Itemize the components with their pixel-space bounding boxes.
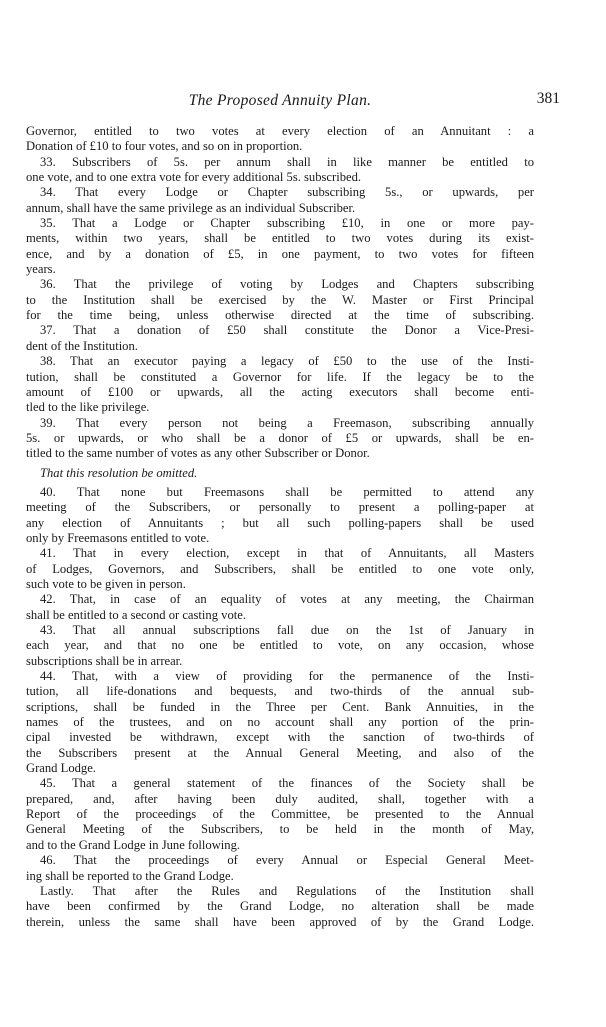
page-number: 381 xyxy=(536,90,560,107)
text-line: titled to the same number of votes as any other Subscriber or Donor. xyxy=(26,446,370,461)
body-text xyxy=(26,124,534,930)
text-line: 45. That a general statement of the finances of the Society shall be xyxy=(40,776,534,791)
text-line: 37. That a donation of £50 shall constitute the Donor a Vice-Presi- xyxy=(40,323,534,338)
text-line: subscriptions shall be in arrear. xyxy=(26,653,183,668)
text-line: prepared, and, after having been duly audited, shall, together with a xyxy=(26,791,534,806)
text-line: 33. Subscribers of 5s. per annum shall in like manner be entitled to xyxy=(40,154,534,169)
text-line: 46. That the proceedings of every Annual or Especial General Meet- xyxy=(40,853,534,868)
text-line: years. xyxy=(26,262,56,277)
text-line: General Meeting of the Subscribers, to be held in the month of May, xyxy=(26,822,534,837)
text-line: Governor, entitled to two votes at every election of an Annuitant : a xyxy=(26,124,534,138)
text-line: therein, unless the same shall have been approved of by the Grand Lodge. xyxy=(26,914,534,929)
text-line: 44. That, with a view of providing for the permanence of the Insti- xyxy=(40,669,534,684)
text-line: cipal invested be withdrawn, except with the sanction of two-thirds of xyxy=(26,730,534,745)
text-line: names of the trustees, and on no account shall any portion of the prin- xyxy=(26,715,534,730)
text-line: annum, shall have the same privilege as an individual Subscriber. xyxy=(26,200,356,215)
text-line: any election of Annuitants ; but all such polling-papers shall be used xyxy=(26,515,534,530)
text-line: 5s. or upwards, or who shall be a donor of £5 or upwards, shall be en- xyxy=(26,430,534,445)
text-line: tled to the like privilege. xyxy=(26,400,150,415)
text-line: That this resolution be omitted. xyxy=(40,465,198,480)
text-line: ence, and by a donation of £5, in one payment, to two votes for fifteen xyxy=(26,246,534,261)
text-line: Grand Lodge. xyxy=(26,761,96,776)
text-line: meeting of the Subscribers, or personally to present a polling-paper at xyxy=(26,500,534,515)
text-line: amount of £100 or upwards, all the acting executors shall become enti- xyxy=(26,384,534,399)
text-line: 35. That a Lodge or Chapter subscribing £10, in one or more pay- xyxy=(40,216,534,231)
text-line: Donation of £10 to four votes, and so on in proportion. xyxy=(26,139,303,154)
text-line: 36. That the privilege of voting by Lodges and Chapters subscribing xyxy=(40,277,534,292)
text-line: shall be entitled to a second or casting vote. xyxy=(26,607,246,622)
text-line: scriptions, shall be funded in the Three per Cent. Bank Annuities, in the xyxy=(26,699,534,714)
text-line: the Subscribers present at the Annual General Meeting, and also of the xyxy=(26,745,534,760)
text-line: ing shall be reported to the Grand Lodge. xyxy=(26,868,234,883)
running-title: The Proposed Annuity Plan. xyxy=(188,92,372,109)
text-line: ments, within two years, shall be entitled to two votes during its exist- xyxy=(26,231,534,246)
page-header xyxy=(26,90,560,110)
text-line: only by Freemasons entitled to vote. xyxy=(26,530,210,545)
text-line: have been confirmed by the Grand Lodge, no alteration shall be made xyxy=(26,899,534,914)
text-line: each year, and that no one be entitled to vote, on any occasion, whose xyxy=(26,638,534,653)
text-line: 39. That every person not being a Freemason, subscribing annually xyxy=(40,415,534,430)
text-line: 41. That in every election, except in that of Annuitants, all Masters xyxy=(40,546,534,561)
text-line: 40. That none but Freemasons shall be permitted to attend any xyxy=(40,484,534,499)
text-line: 38. That an executor paying a legacy of £50 to the use of the Insti- xyxy=(40,354,534,369)
text-line: such vote to be given in person. xyxy=(26,576,186,591)
text-line: to the Institution shall be exercised by the W. Master or First Principal xyxy=(26,292,534,307)
text-line: one vote, and to one extra vote for every additional 5s. subscribed. xyxy=(26,170,362,185)
text-line: 34. That every Lodge or Chapter subscribing 5s., or upwards, per xyxy=(40,185,534,200)
text-line: dent of the Institution. xyxy=(26,338,138,353)
text-line: of Lodges, Governors, and Subscribers, shall be entitled to one vote only, xyxy=(26,561,534,576)
text-line: Report of the proceedings of the Committee, be presented to the Annual xyxy=(26,807,534,822)
text-line: Lastly. That after the Rules and Regulations of the Institution shall xyxy=(40,883,534,898)
text-line: 43. That all annual subscriptions fall due on the 1st of January in xyxy=(40,623,534,637)
text-line: tution, all life-donations and bequests, and two-thirds of the annual sub- xyxy=(26,684,534,699)
text-line: and to the Grand Lodge in June following. xyxy=(26,837,241,852)
text-line: tution, shall be constituted a Governor for life. If the legacy be to the xyxy=(26,369,534,384)
text-line: for the time being, unless otherwise directed at the time of subscribing. xyxy=(26,308,534,323)
text-line: 42. That, in case of an equality of votes at any meeting, the Chairman xyxy=(40,592,534,607)
